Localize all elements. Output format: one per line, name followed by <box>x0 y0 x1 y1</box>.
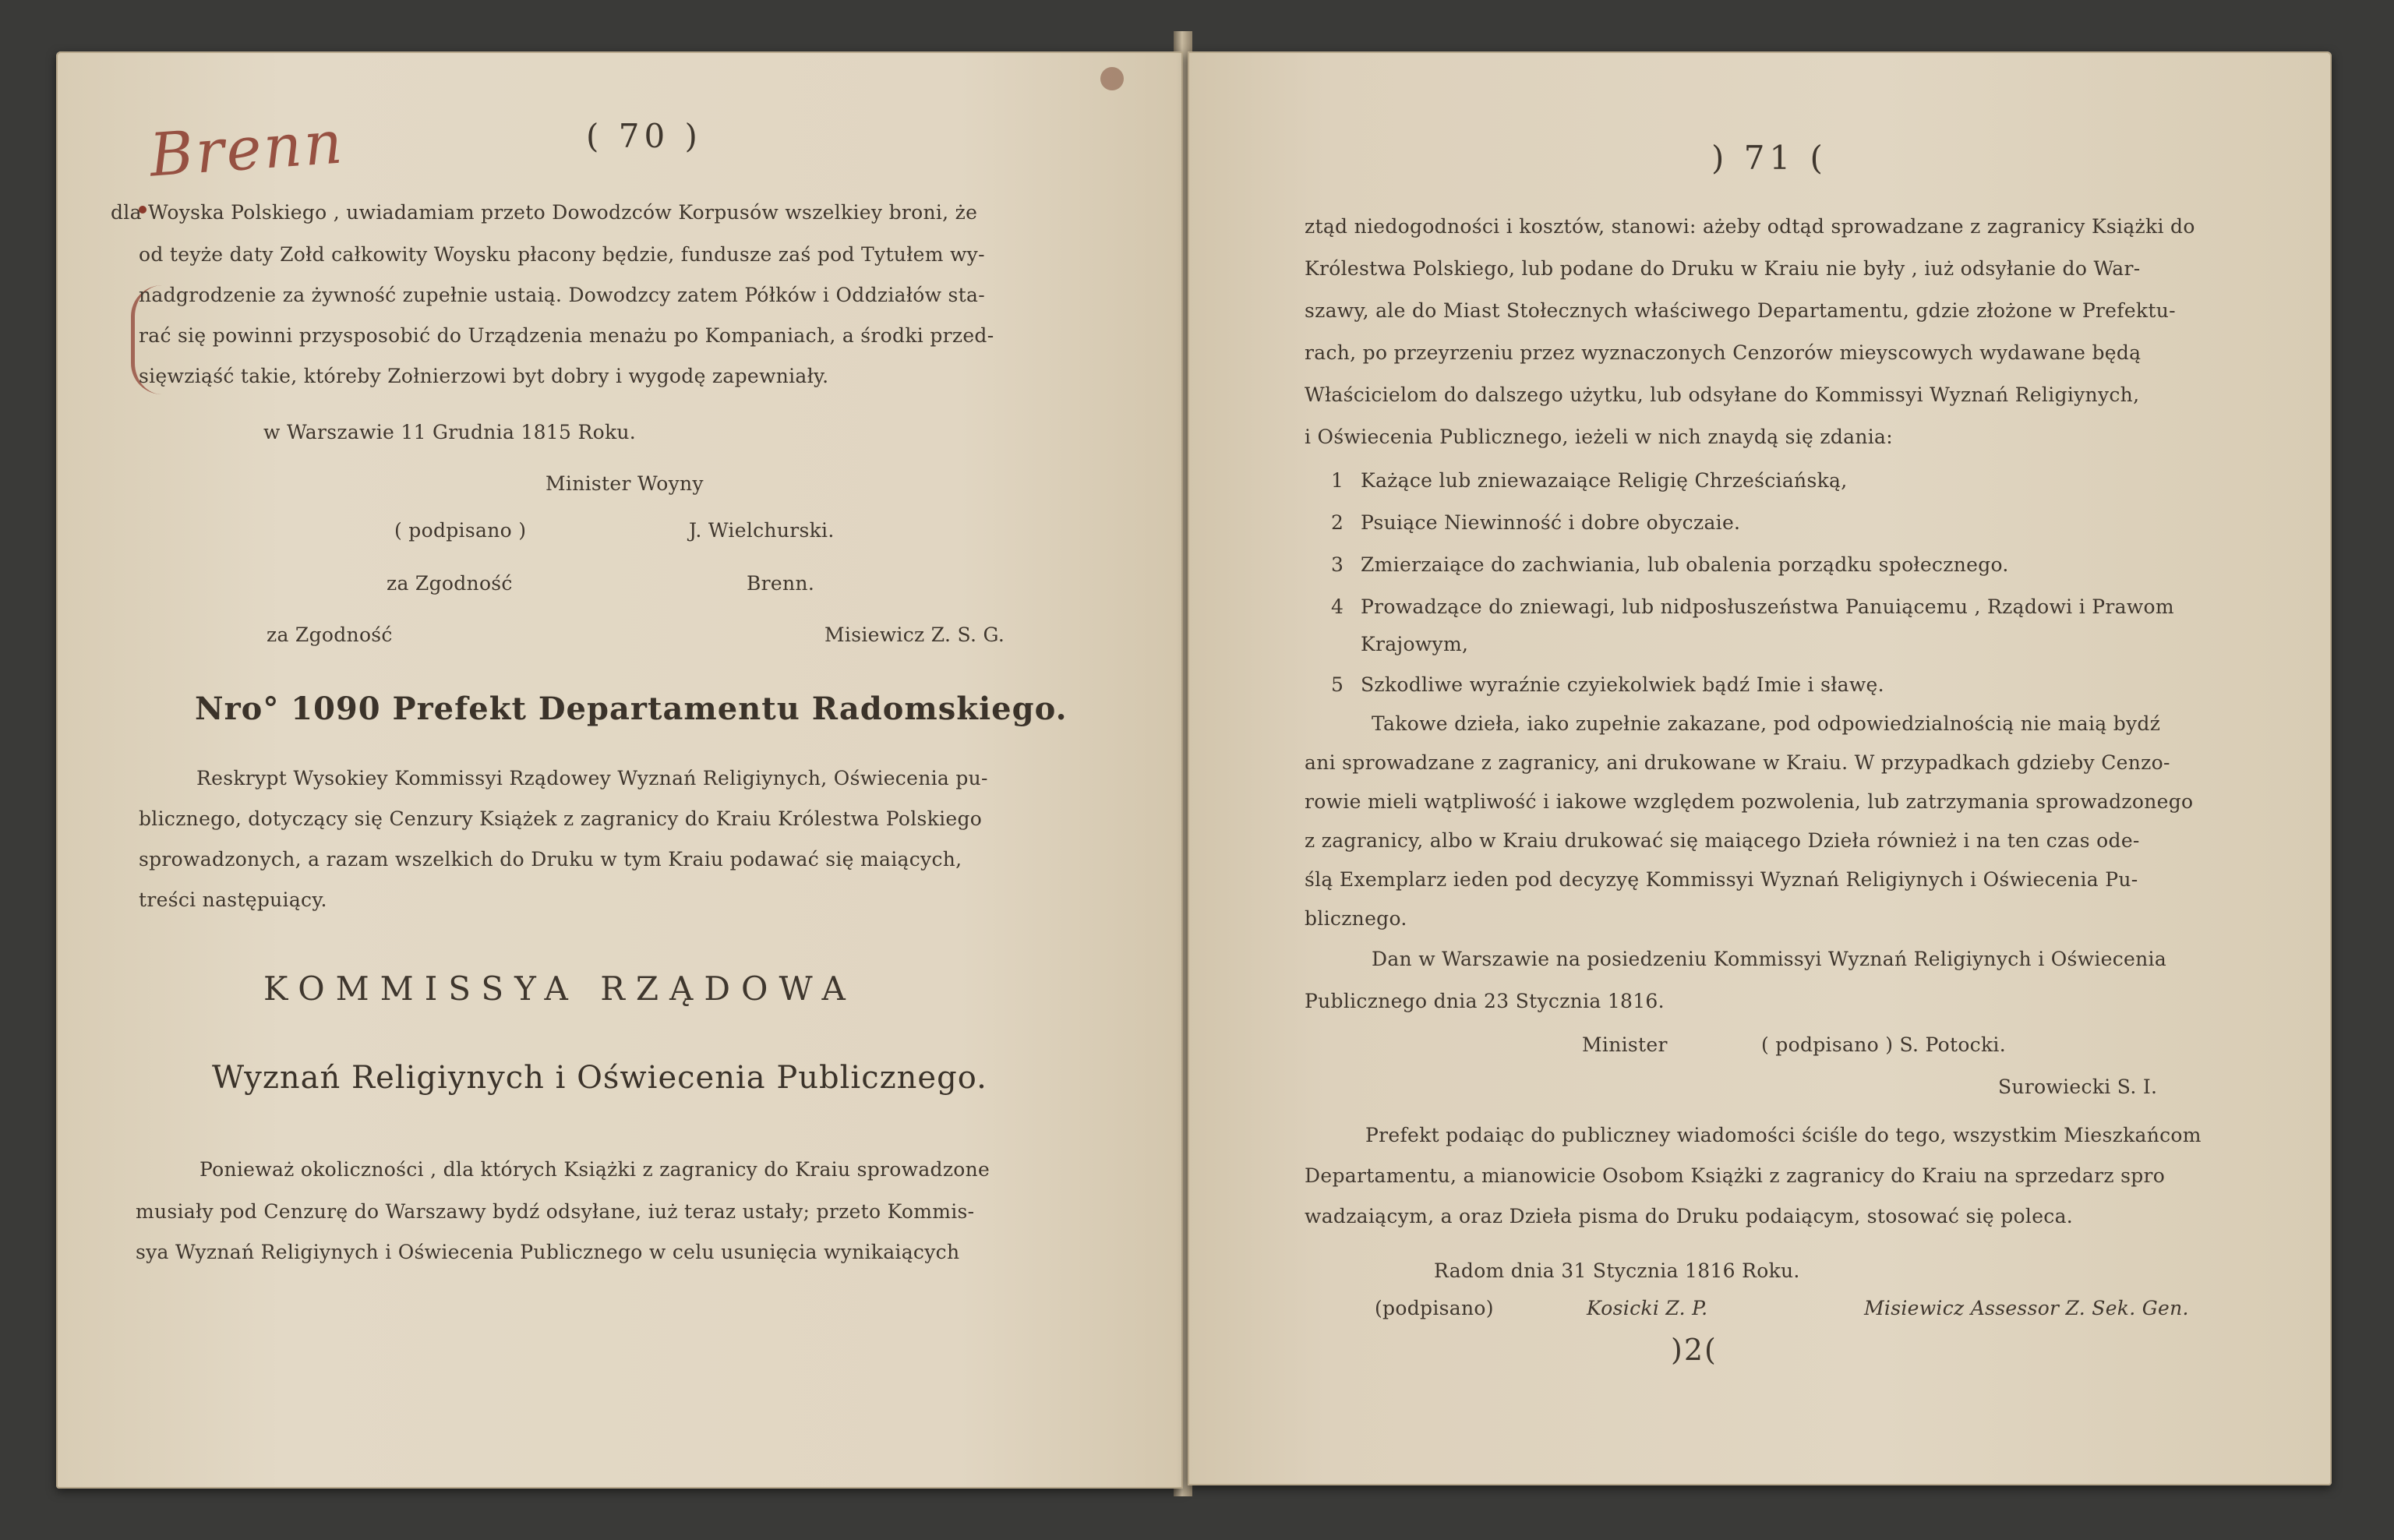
text-line: sya Wyznań Religiynych i Oświecenia Publicznego w celu usunięcia wynikaiących <box>136 1241 960 1263</box>
final-signature-2: Misiewicz Assessor Z. Sek. Gen. <box>1864 1297 2189 1319</box>
text-line: Takowe dzieła, iako zupełnie zakazane, pod odpowiedzialnością nie maią bydź <box>1372 712 2161 735</box>
text-line: z zagranicy, albo w Kraiu drukować się maiącego Dzieła również i na ten czas ode- <box>1305 829 2140 852</box>
text-line: Królestwa Polskiego, lub podane do Druku w Kraiu nie były , iuż odsyłanie do War- <box>1305 257 2141 280</box>
text-line: rach, po przeyrzeniu przez wyznaczonych Cenzorów mieyscowych wydawane będą <box>1305 341 2142 364</box>
secretary-signature: Surowiecki S. I. <box>1998 1076 2158 1098</box>
text-line: ani sprowadzane z zagranicy, ani drukowane w Kraiu. W przypadkach gdzieby Cenzo- <box>1305 751 2170 774</box>
text-line: dla Woyska Polskiego , uwiadamiam przeto Dowodzców Korpusów wszelkiey broni, że <box>111 201 978 224</box>
text-line: treści następuiący. <box>139 888 327 911</box>
left-page <box>56 51 1183 1489</box>
list-item-number: 3 <box>1331 553 1344 576</box>
signed-name: J. Wielchurski. <box>689 519 835 542</box>
commission-subtitle: Wyznań Religiynych i Oświecenia Publicznego. <box>212 1060 987 1096</box>
text-line: musiały pod Cenzurę do Warszawy bydź odsyłane, iuż teraz ustały; przeto Kommis- <box>136 1200 975 1223</box>
minister-title: Minister Woyny <box>546 472 704 495</box>
list-item-number: 4 <box>1331 595 1344 618</box>
list-item: Zmierzaiące do zachwiania, lub obalenia porządku społecznego. <box>1361 553 2009 576</box>
conformity-label: za Zgodność <box>387 572 513 595</box>
text-line: Prefekt podaiąc do publiczney wiadomości ściśle do tego, wszystkim Mieszkańcom <box>1365 1124 2202 1146</box>
text-line: Dan w Warszawie na posiedzeniu Kommissyi Wyznań Religiynych i Oświecenia <box>1372 948 2167 970</box>
list-item: Szkodliwe wyraźnie czyiekolwiek bądź Imie i sławę. <box>1361 673 1884 696</box>
text-line: od teyże daty Zołd całkowity Woysku płacony będzie, fundusze zaś pod Tytułem wy- <box>139 243 985 266</box>
text-line: Publicznego dnia 23 Stycznia 1816. <box>1305 990 1665 1012</box>
page-number-left: ( 70 ) <box>586 117 702 155</box>
text-line: szawy, ale do Miast Stołecznych właściwego Departamentu, gdzie złożone w Prefektu- <box>1305 299 2176 322</box>
text-line: rowie mieli wątpliwość i iakowe względem pozwolenia, lub zatrzymania sprowadzonego <box>1305 790 2194 813</box>
minister-label: Minister <box>1582 1033 1668 1056</box>
text-line: i Oświecenia Publicznego, ieżeli w nich znaydą się zdania: <box>1305 426 1893 448</box>
list-item-number: 5 <box>1331 673 1344 696</box>
list-item: Krajowym, <box>1361 633 1469 655</box>
text-line: ztąd niedogodności i kosztów, stanowi: ażeby odtąd sprowadzane z zagranicy Książki do <box>1305 215 2195 238</box>
ink-spot <box>1100 67 1124 90</box>
list-item-number: 2 <box>1331 511 1344 534</box>
text-line: wadzaiącym, a oraz Dzieła pisma do Druku podaiącym, stosować się poleca. <box>1305 1205 2074 1227</box>
text-line: Ponieważ okoliczności , dla których Książki z zagranicy do Kraiu sprowadzone <box>200 1158 990 1181</box>
final-signature-1: Kosicki Z. P. <box>1587 1297 1708 1319</box>
right-page <box>1188 51 2332 1485</box>
text-line: rać się powinni przysposobić do Urządzenia menażu po Kompaniach, a środki przed- <box>139 324 994 347</box>
signature-mark: )2( <box>1671 1333 1718 1367</box>
list-item: Prowadzące do zniewagi, lub nidposłuszeństwa Panuiącemu , Rządowi i Prawom <box>1361 595 2174 618</box>
list-item: Każące lub zniewazaiące Religię Chrześciańską, <box>1361 469 1848 492</box>
list-item: Psuiące Niewinność i dobre obyczaie. <box>1361 511 1741 534</box>
list-item-number: 1 <box>1331 469 1344 492</box>
commission-title: KOMMISSYA RZĄDOWA <box>263 970 856 1008</box>
signed-label: ( podpisano ) S. Potocki. <box>1761 1033 2006 1056</box>
conformity-name: Misiewicz Z. S. G. <box>824 623 1005 646</box>
text-line: blicznego, dotyczący się Cenzury Książek z zagranicy do Kraiu Królestwa Polskiego <box>139 807 983 830</box>
page-number-right: ) 71 ( <box>1711 139 1827 177</box>
radom-date: Radom dnia 31 Stycznia 1816 Roku. <box>1434 1259 1800 1282</box>
text-line: sięwziąść takie, któreby Zołnierzowi byt dobry i wygodę zapewniały. <box>139 365 829 387</box>
text-line: Departamentu, a mianowicie Osobom Książki z zagranicy do Kraiu na sprzedarz spro <box>1305 1164 2166 1187</box>
text-line: ślą Exemplarz ieden pod decyzyę Kommissyi Wyznań Religiynych i Oświecenia Pu- <box>1305 868 2138 891</box>
text-line: Właścicielom do dalszego użytku, lub odsyłane do Kommissyi Wyznań Religiynych, <box>1305 383 2140 406</box>
handwritten-note: Brenn <box>147 107 347 190</box>
text-line: sprowadzonych, a razam wszelkich do Druku w tym Kraiu podawać się maiących, <box>139 848 962 871</box>
place-date: w Warszawie 11 Grudnia 1815 Roku. <box>263 421 637 443</box>
conformity-label: za Zgodność <box>267 623 393 646</box>
final-signed-label: (podpisano) <box>1375 1297 1494 1319</box>
signed-label: ( podpisano ) <box>394 519 527 542</box>
text-line: blicznego. <box>1305 907 1407 930</box>
conformity-name: Brenn. <box>747 572 815 595</box>
text-line: Reskrypt Wysokiey Kommissyi Rządowey Wyznań Religiynych, Oświecenia pu- <box>196 767 988 789</box>
text-line: nadgrodzenie za żywność zupełnie ustaią. Dowodzcy zatem Półków i Oddziałów sta- <box>139 284 985 306</box>
nro-heading: Nro° 1090 Prefekt Departamentu Radomskiego. <box>195 691 1068 727</box>
